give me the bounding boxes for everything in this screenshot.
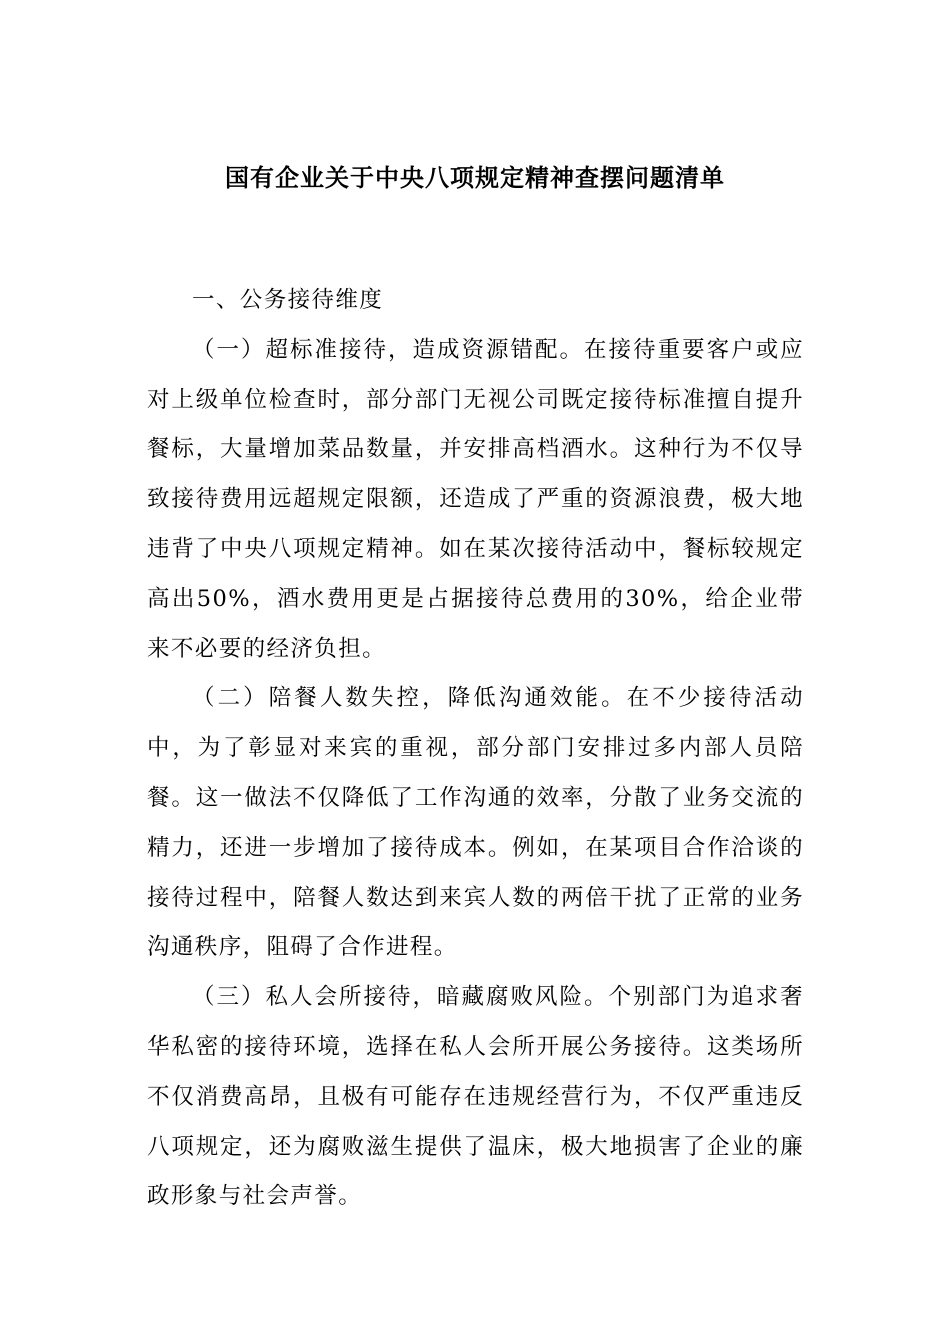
section-heading: 一、公务接待维度 (192, 287, 384, 313)
paragraph-2: （二）陪餐人数失控，降低沟通效能。在不少接待活动中，为了彰显对来宾的重视，部分部门安排过多内部人员陪餐。这一做法不仅降低了工作沟通的效率，分散了业务交流的精力，还进一步增加了接待成本。例如，在某项目合作洽谈的接待过程中，陪餐人数达到来宾人数的两倍干扰了正常的业务沟通秩序，阻碍了合作进程。 (147, 685, 804, 961)
paragraph-1: （一）超标准接待，造成资源错配。在接待重要客户或应对上级单位检查时，部分部门无视公司既定接待标准擅自提升餐标，大量增加菜品数量，并安排高档酒水。这种行为不仅导致接待费用远超规定限额，还造成了严重的资源浪费，极大地违背了中央八项规定精神。如在某次接待活动中，餐标较规定高出50%，酒水费用更是占据接待总费用的30%，给企业带来不必要的经济负担。 (147, 336, 804, 662)
paragraph-3: （三）私人会所接待，暗藏腐败风险。个别部门为追求奢华私密的接待环境，选择在私人会所开展公务接待。这类场所不仅消费高昂，且极有可能存在违规经营行为，不仅严重违反八项规定，还为腐败滋生提供了温床，极大地损害了企业的廉政形象与社会声誉。 (147, 984, 804, 1210)
document-body (147, 276, 804, 1222)
document-title: 国有企业关于中央八项规定精神查摆问题清单 (225, 164, 725, 192)
